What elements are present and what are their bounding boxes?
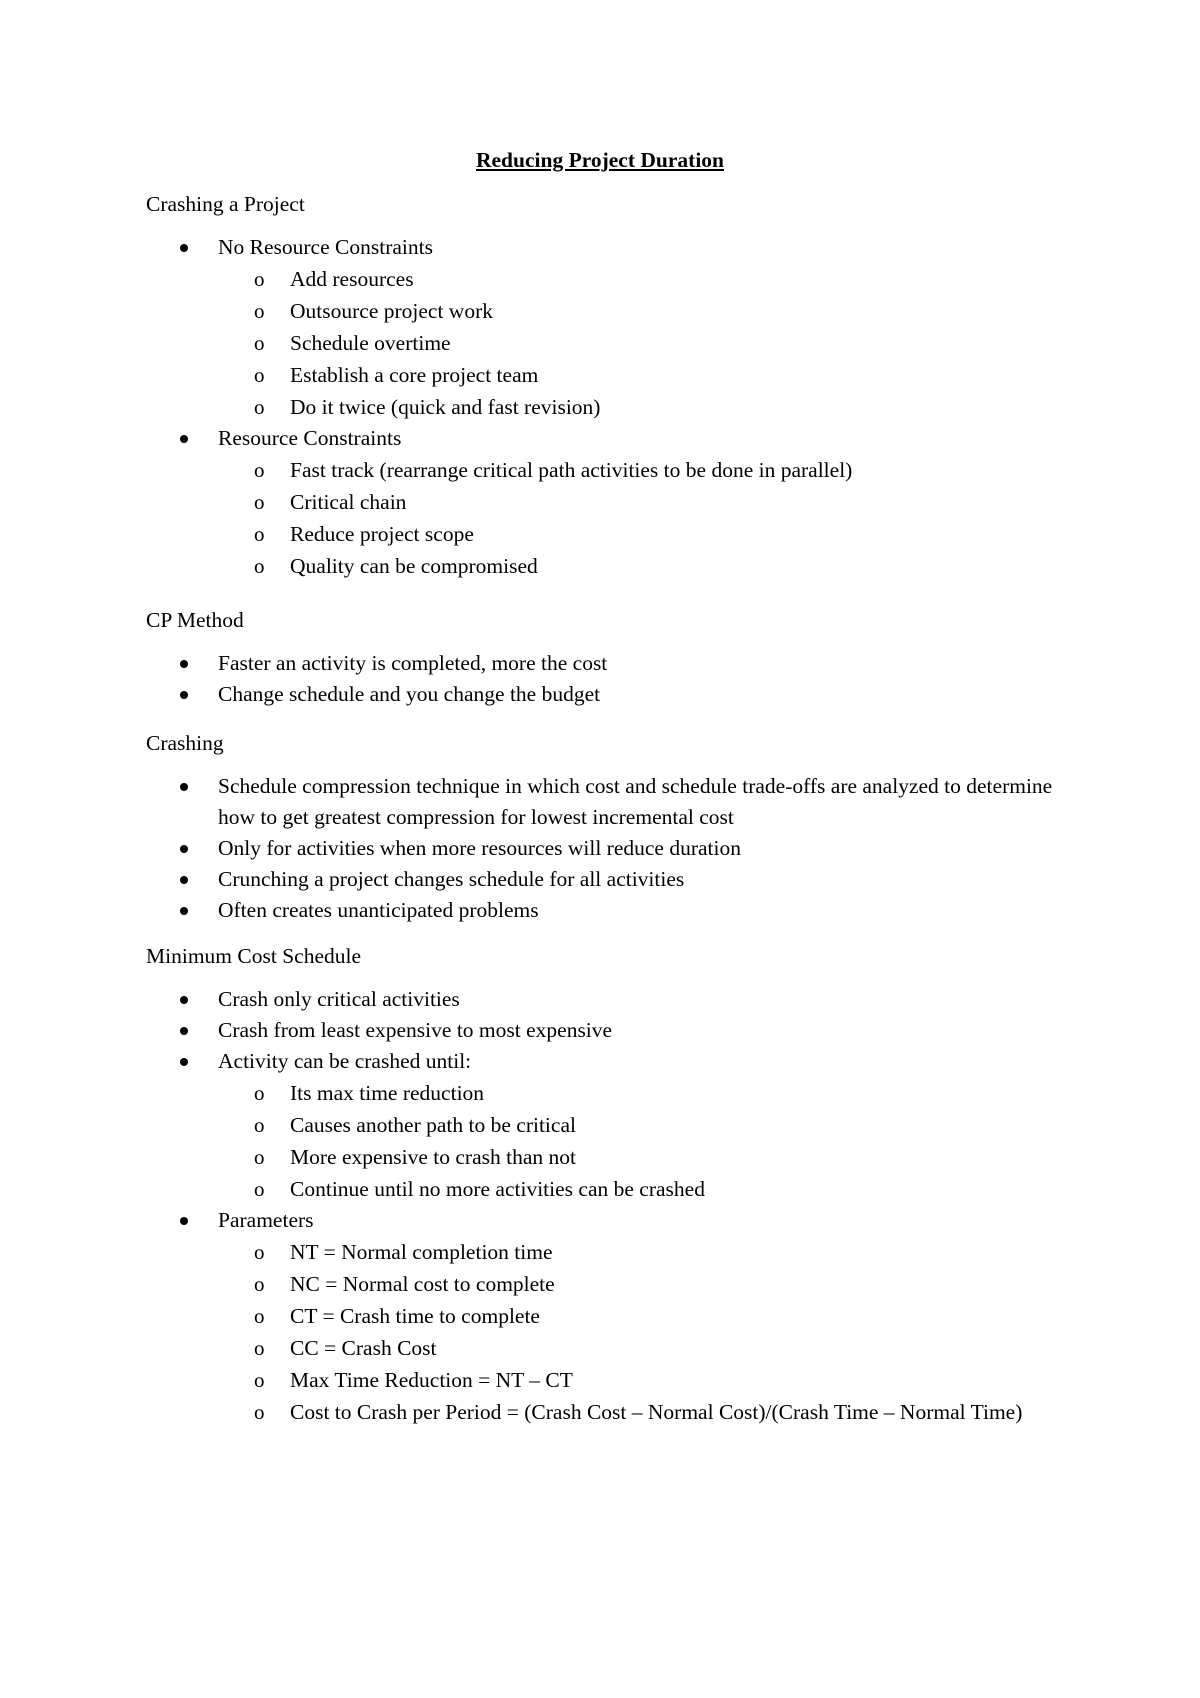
- bullet-list: [146, 648, 1086, 710]
- sub-list-item-text: Causes another path to be critical: [290, 1113, 576, 1137]
- sub-list-item: [218, 391, 1086, 423]
- list-item: [146, 232, 1086, 423]
- bullet-icon: [180, 1058, 188, 1066]
- hollow-bullet-icon: o: [254, 1177, 265, 1201]
- sub-list: [218, 454, 1086, 582]
- sub-list-item: [218, 327, 1086, 359]
- bullet-list: [146, 984, 1086, 1428]
- list-item: [146, 895, 1086, 926]
- list-item-text: Faster an activity is completed, more the cost: [218, 651, 608, 675]
- hollow-bullet-icon: o: [254, 1240, 265, 1264]
- hollow-bullet-icon: o: [254, 1336, 265, 1360]
- sub-list-item-text: Outsource project work: [290, 299, 493, 323]
- sub-list-item-text: CT = Crash time to complete: [290, 1304, 540, 1328]
- sub-list-item: [218, 1364, 1086, 1396]
- list-item-text: No Resource Constraints: [218, 235, 433, 259]
- bullet-icon: [180, 660, 188, 668]
- list-item: [146, 984, 1086, 1015]
- hollow-bullet-icon: o: [254, 1368, 265, 1392]
- sub-list-item: [218, 454, 1086, 486]
- list-item-text: Crash only critical activities: [218, 987, 460, 1011]
- sub-list-item-text: Do it twice (quick and fast revision): [290, 395, 601, 419]
- list-item: [146, 1015, 1086, 1046]
- sub-list-item-text: Reduce project scope: [290, 522, 474, 546]
- list-item: [146, 423, 1086, 582]
- list-item: [146, 833, 1086, 864]
- list-item-text: Resource Constraints: [218, 426, 402, 450]
- sub-list-item-text: More expensive to crash than not: [290, 1145, 576, 1169]
- sub-list-item-text: Add resources: [290, 267, 414, 291]
- list-item-text: Only for activities when more resources will reduce duration: [218, 836, 741, 860]
- hollow-bullet-icon: o: [254, 522, 265, 546]
- bullet-icon: [180, 1217, 188, 1225]
- list-item-text: Crash from least expensive to most expensive: [218, 1018, 613, 1042]
- list-item-text: Parameters: [218, 1208, 314, 1232]
- sub-list: [218, 263, 1086, 423]
- sub-list-item: [218, 1396, 1086, 1428]
- sub-list-item: [218, 1300, 1086, 1332]
- section-heading: Crashing: [146, 731, 224, 755]
- sub-list-item-text: Max Time Reduction = NT – CT: [290, 1368, 573, 1392]
- list-item-text: Crunching a project changes schedule for all activities: [218, 867, 685, 891]
- list-item-text: Schedule compression technique in which cost and schedule trade-offs are analyzed to determine how to get greatest compression for lowest incremental cost: [218, 774, 1053, 829]
- sub-list-item-text: Critical chain: [290, 490, 407, 514]
- hollow-bullet-icon: o: [254, 1081, 265, 1105]
- list-item: [146, 648, 1086, 679]
- sub-list-item: [218, 1268, 1086, 1300]
- bullet-icon: [180, 435, 188, 443]
- bullet-list: [146, 771, 1086, 926]
- list-item-text: Activity can be crashed until:: [218, 1049, 472, 1073]
- section-crashing-a-project: [146, 190, 1086, 582]
- sub-list-item-text: Establish a core project team: [290, 363, 539, 387]
- sub-list-item-text: Cost to Crash per Period = (Crash Cost – Normal Cost)/(Crash Time – Normal Time): [290, 1400, 1023, 1424]
- sub-list-item: [218, 1173, 1086, 1205]
- list-item: [146, 1205, 1086, 1428]
- sub-list-item-text: Quality can be compromised: [290, 554, 538, 578]
- sub-list-item: [218, 1236, 1086, 1268]
- hollow-bullet-icon: o: [254, 490, 265, 514]
- bullet-icon: [180, 876, 188, 884]
- bullet-icon: [180, 996, 188, 1004]
- section-heading: Crashing a Project: [146, 192, 305, 216]
- sub-list-item-text: Schedule overtime: [290, 331, 451, 355]
- hollow-bullet-icon: o: [254, 1304, 265, 1328]
- sub-list-item: [218, 1077, 1086, 1109]
- sub-list-item: [218, 295, 1086, 327]
- sub-list-item: [218, 518, 1086, 550]
- hollow-bullet-icon: o: [254, 1113, 265, 1137]
- hollow-bullet-icon: o: [254, 1272, 265, 1296]
- bullet-icon: [180, 907, 188, 915]
- hollow-bullet-icon: o: [254, 1145, 265, 1169]
- list-item: [146, 1046, 1086, 1205]
- sub-list-item-text: Continue until no more activities can be crashed: [290, 1177, 705, 1201]
- sub-list-item: [218, 263, 1086, 295]
- bullet-icon: [180, 845, 188, 853]
- sub-list: [218, 1236, 1086, 1428]
- sub-list-item: [218, 1332, 1086, 1364]
- bullet-icon: [180, 244, 188, 252]
- sub-list-item-text: Fast track (rearrange critical path activities to be done in parallel): [290, 458, 853, 482]
- section-heading: CP Method: [146, 608, 244, 632]
- sub-list-item-text: NT = Normal completion time: [290, 1240, 553, 1264]
- hollow-bullet-icon: o: [254, 1400, 265, 1424]
- sub-list-item: [218, 1109, 1086, 1141]
- hollow-bullet-icon: o: [254, 395, 265, 419]
- list-item: [146, 864, 1086, 895]
- hollow-bullet-icon: o: [254, 331, 265, 355]
- bullet-icon: [180, 691, 188, 699]
- sub-list-item: [218, 486, 1086, 518]
- sub-list-item: [218, 1141, 1086, 1173]
- section-crashing: [146, 729, 1086, 926]
- bullet-icon: [180, 1027, 188, 1035]
- section-minimum-cost-schedule: [146, 942, 1086, 1428]
- sub-list-item: [218, 359, 1086, 391]
- sub-list: [218, 1077, 1086, 1205]
- section-cp-method: [146, 606, 1086, 710]
- list-item: [146, 679, 1086, 710]
- hollow-bullet-icon: o: [254, 363, 265, 387]
- sub-list-item: [218, 550, 1086, 582]
- bullet-icon: [180, 783, 188, 791]
- hollow-bullet-icon: o: [254, 267, 265, 291]
- hollow-bullet-icon: o: [254, 554, 265, 578]
- list-item-text: Often creates unanticipated problems: [218, 898, 539, 922]
- sub-list-item-text: NC = Normal cost to complete: [290, 1272, 555, 1296]
- hollow-bullet-icon: o: [254, 299, 265, 323]
- list-item-text: Change schedule and you change the budget: [218, 682, 601, 706]
- sub-list-item-text: Its max time reduction: [290, 1081, 485, 1105]
- list-item: [146, 771, 1086, 833]
- section-heading: Minimum Cost Schedule: [146, 944, 361, 968]
- document-title: Reducing Project Duration: [475, 148, 725, 172]
- hollow-bullet-icon: o: [254, 458, 265, 482]
- sub-list-item-text: CC = Crash Cost: [290, 1336, 437, 1360]
- bullet-list: [146, 232, 1086, 582]
